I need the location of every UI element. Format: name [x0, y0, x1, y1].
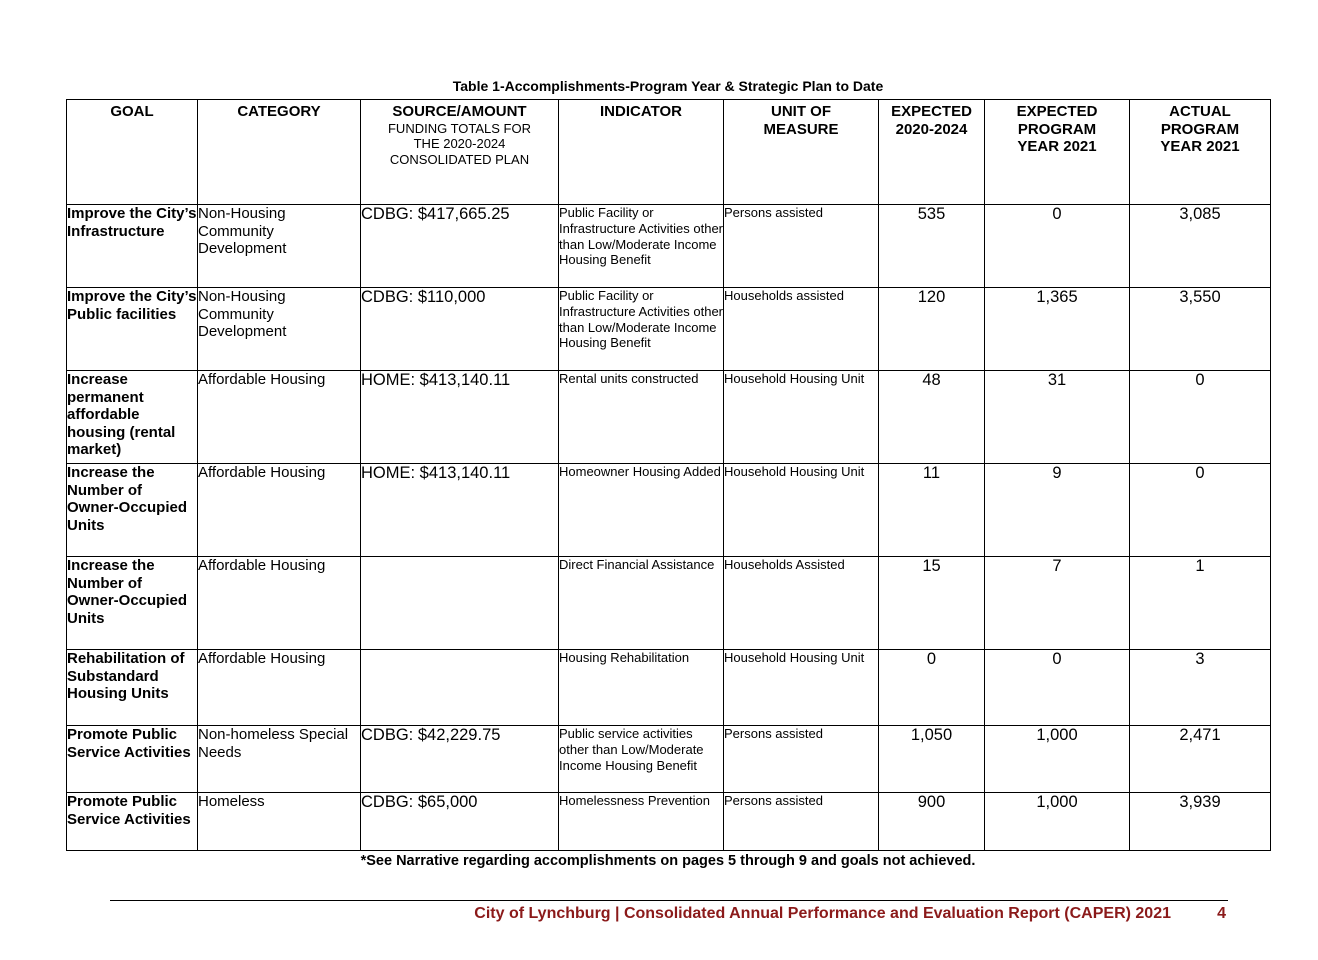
table-row — [67, 793, 1271, 851]
table-row — [67, 288, 1271, 371]
expected-year-cell: 1,000 — [985, 793, 1130, 851]
category-cell: Non-Housing Community Development — [198, 205, 361, 288]
goal-cell: Promote Public Service Activities — [67, 793, 198, 851]
source-cell — [361, 557, 559, 650]
indicator-cell: Direct Financial Assistance — [559, 557, 724, 650]
unit-cell: Household Housing Unit — [724, 650, 879, 726]
actual-year-cell: 3,939 — [1130, 793, 1271, 851]
unit-cell: Persons assisted — [724, 726, 879, 793]
header-expected-plan: EXPECTED 2020-2024 — [879, 100, 985, 205]
footer-divider — [110, 900, 1228, 901]
category-cell: Affordable Housing — [198, 371, 361, 464]
table-row — [67, 557, 1271, 650]
table-header-row — [67, 100, 1271, 205]
category-cell: Non-Housing Community Development — [198, 288, 361, 371]
source-cell: CDBG: $65,000 — [361, 793, 559, 851]
indicator-cell: Public service activities other than Low/Moderate Income Housing Benefit — [559, 726, 724, 793]
indicator-cell: Rental units constructed — [559, 371, 724, 464]
table-caption: Table 1-Accomplishments-Program Year & Strategic Plan to Date — [452, 78, 884, 94]
accomplishments-table — [66, 99, 1271, 851]
category-cell: Affordable Housing — [198, 650, 361, 726]
indicator-cell: Public Facility or Infrastructure Activities other than Low/Moderate Income Housing Benefit — [559, 288, 724, 371]
actual-year-cell: 3,085 — [1130, 205, 1271, 288]
unit-cell: Persons assisted — [724, 205, 879, 288]
expected-plan-cell: 0 — [879, 650, 985, 726]
table-row — [67, 464, 1271, 557]
expected-plan-cell: 48 — [879, 371, 985, 464]
source-cell — [361, 650, 559, 726]
indicator-cell: Public Facility or Infrastructure Activities other than Low/Moderate Income Housing Benefit — [559, 205, 724, 288]
header-unit-of-measure: UNIT OF MEASURE — [724, 100, 879, 205]
footer-report-title: City of Lynchburg | Consolidated Annual Performance and Evaluation Report (CAPER) 2021 — [474, 905, 1171, 922]
expected-plan-cell: 11 — [879, 464, 985, 557]
indicator-cell: Homeowner Housing Added — [559, 464, 724, 557]
table-row — [67, 371, 1271, 464]
actual-year-cell: 0 — [1130, 371, 1271, 464]
actual-year-cell: 2,471 — [1130, 726, 1271, 793]
source-cell: CDBG: $417,665.25 — [361, 205, 559, 288]
header-source-amount: SOURCE/AMOUNT FUNDING TOTALS FOR THE 2020-2024 CONSOLIDATED PLAN — [361, 100, 559, 205]
actual-year-cell: 0 — [1130, 464, 1271, 557]
source-cell: CDBG: $42,229.75 — [361, 726, 559, 793]
goal-cell: Increase the Number of Owner-Occupied Units — [67, 557, 198, 650]
unit-cell: Persons assisted — [724, 793, 879, 851]
category-cell: Non-homeless Special Needs — [198, 726, 361, 793]
goal-cell: Promote Public Service Activities — [67, 726, 198, 793]
actual-year-cell: 3 — [1130, 650, 1271, 726]
header-indicator: INDICATOR — [559, 100, 724, 205]
expected-year-cell: 1,000 — [985, 726, 1130, 793]
unit-cell: Household Housing Unit — [724, 371, 879, 464]
expected-year-cell: 1,365 — [985, 288, 1130, 371]
expected-plan-cell: 120 — [879, 288, 985, 371]
header-goal: GOAL — [67, 100, 198, 205]
expected-year-cell: 31 — [985, 371, 1130, 464]
table-footnote: *See Narrative regarding accomplishments on pages 5 through 9 and goals not achieved. — [360, 853, 976, 869]
expected-year-cell: 0 — [985, 650, 1130, 726]
table-row — [67, 726, 1271, 793]
goal-cell: Increase the Number of Owner-Occupied Units — [67, 464, 198, 557]
expected-year-cell: 0 — [985, 205, 1130, 288]
unit-cell: Household Housing Unit — [724, 464, 879, 557]
table-row — [67, 650, 1271, 726]
unit-cell: Households assisted — [724, 288, 879, 371]
expected-plan-cell: 15 — [879, 557, 985, 650]
category-cell: Homeless — [198, 793, 361, 851]
goal-cell: Rehabilitation of Substandard Housing Units — [67, 650, 198, 726]
category-cell: Affordable Housing — [198, 464, 361, 557]
header-expected-program-year: EXPECTED PROGRAM YEAR 2021 — [985, 100, 1130, 205]
header-category: CATEGORY — [198, 100, 361, 205]
expected-plan-cell: 1,050 — [879, 726, 985, 793]
header-actual-program-year: ACTUAL PROGRAM YEAR 2021 — [1130, 100, 1271, 205]
table-row — [67, 205, 1271, 288]
expected-plan-cell: 900 — [879, 793, 985, 851]
unit-cell: Households Assisted — [724, 557, 879, 650]
indicator-cell: Homelessness Prevention — [559, 793, 724, 851]
source-cell: CDBG: $110,000 — [361, 288, 559, 371]
expected-year-cell: 9 — [985, 464, 1130, 557]
expected-plan-cell: 535 — [879, 205, 985, 288]
indicator-cell: Housing Rehabilitation — [559, 650, 724, 726]
goal-cell: Improve the City’s Public facilities — [67, 288, 198, 371]
source-cell: HOME: $413,140.11 — [361, 464, 559, 557]
goal-cell: Improve the City’s Infrastructure — [67, 205, 198, 288]
source-cell: HOME: $413,140.11 — [361, 371, 559, 464]
page-number: 4 — [1217, 905, 1226, 922]
goal-cell: Increase permanent affordable housing (rental market) — [67, 371, 198, 464]
actual-year-cell: 3,550 — [1130, 288, 1271, 371]
category-cell: Affordable Housing — [198, 557, 361, 650]
actual-year-cell: 1 — [1130, 557, 1271, 650]
expected-year-cell: 7 — [985, 557, 1130, 650]
